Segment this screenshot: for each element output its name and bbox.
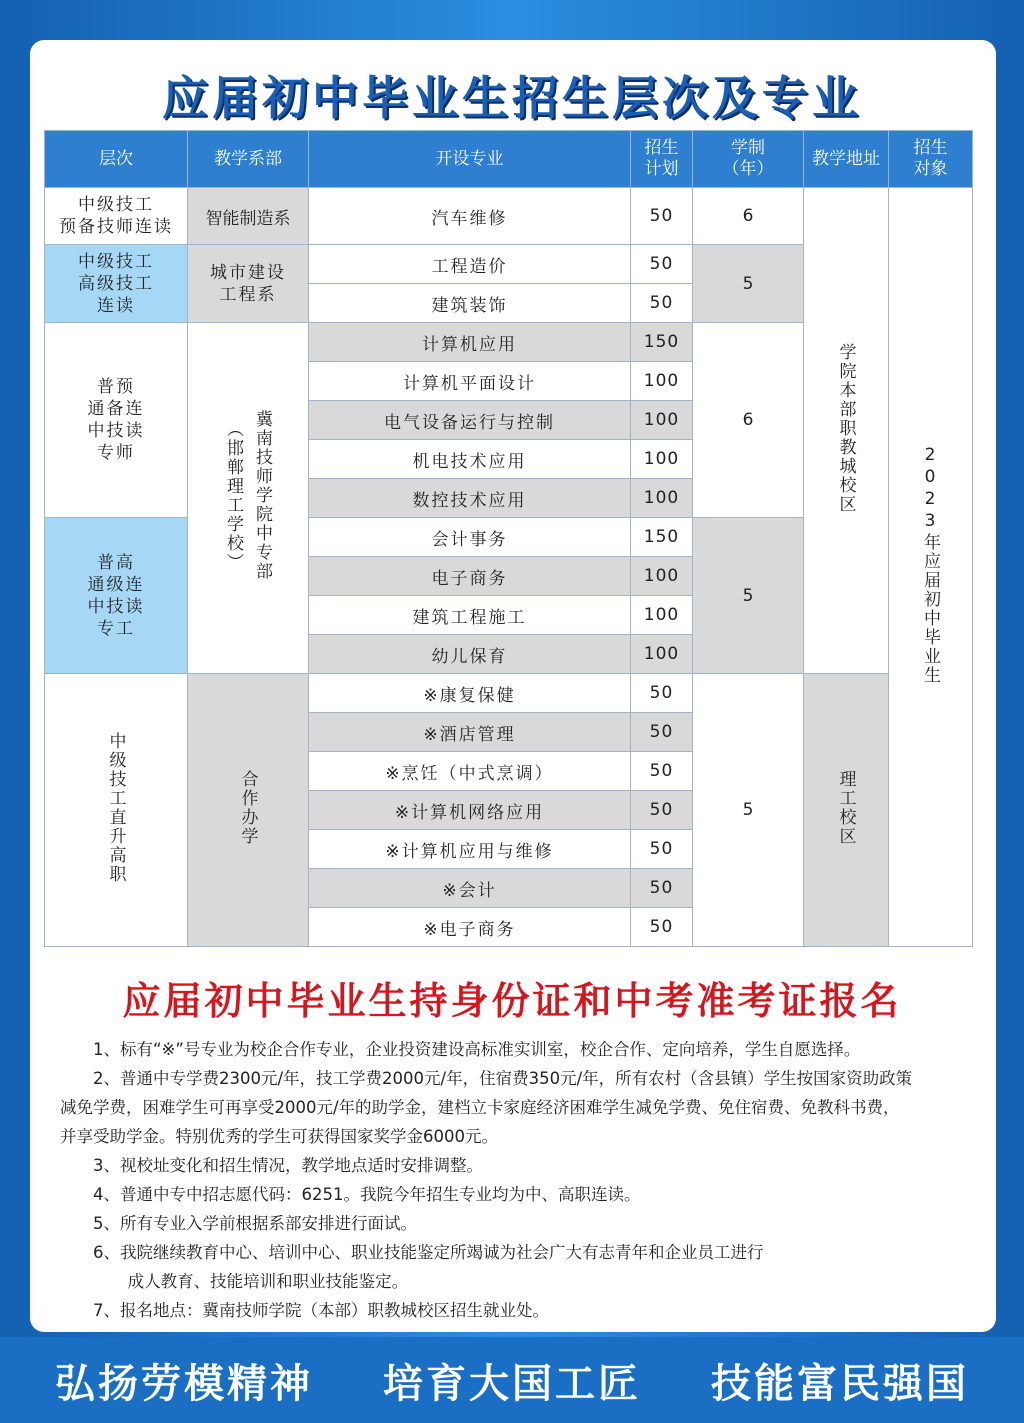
major-cell: ※计算机网络应用 bbox=[309, 791, 631, 830]
dept-cell: 智能制造系 bbox=[188, 188, 309, 245]
major-cell: ※康复保健 bbox=[309, 674, 631, 713]
level-cell: 中级技工 预备技师连读 bbox=[45, 188, 188, 245]
level-cell: 中级技工直升高职 bbox=[45, 674, 188, 947]
plan-cell: 100 bbox=[631, 557, 693, 596]
level-cell: 普高 通级连 中技读 专工 bbox=[45, 518, 188, 674]
major-cell: ※电子商务 bbox=[309, 908, 631, 947]
years-cell: 6 bbox=[693, 323, 804, 518]
major-cell: 建筑工程施工 bbox=[309, 596, 631, 635]
note-3: 3、视校址变化和招生情况，教学地点适时安排调整。 bbox=[93, 1156, 483, 1175]
slogan-banner bbox=[0, 1337, 1024, 1423]
plan-cell: 50 bbox=[631, 908, 693, 947]
note-7: 7、报名地点：冀南技师学院（本部）职教城校区招生就业处。 bbox=[93, 1301, 549, 1320]
plan-cell: 100 bbox=[631, 596, 693, 635]
note-4: 4、普通中专中招志愿代码：6251。我院今年招生专业均为中、高职连读。 bbox=[93, 1185, 641, 1204]
plan-cell: 50 bbox=[631, 791, 693, 830]
major-cell: 工程造价 bbox=[309, 245, 631, 284]
plan-cell: 50 bbox=[631, 752, 693, 791]
note-5: 5、所有专业入学前根据系部安排进行面试。 bbox=[93, 1214, 417, 1233]
dept-cell: 冀南技师学院中专部 （邯郸理工学校） bbox=[188, 323, 309, 674]
years-cell: 5 bbox=[693, 245, 804, 323]
major-cell: 计算机平面设计 bbox=[309, 362, 631, 401]
years-cell: 6 bbox=[693, 188, 804, 245]
major-cell: ※烹饪（中式烹调） bbox=[309, 752, 631, 791]
table-header-row bbox=[45, 131, 973, 188]
slogan-2: 培育大国工匠 bbox=[383, 1360, 641, 1407]
header-dept: 教学系部 bbox=[188, 131, 309, 188]
plan-cell: 100 bbox=[631, 440, 693, 479]
table-row bbox=[45, 674, 973, 713]
major-cell: 机电技术应用 bbox=[309, 440, 631, 479]
registration-notice: 应届初中毕业生持身份证和中考准考证报名 bbox=[122, 979, 902, 1023]
major-cell: ※计算机应用与维修 bbox=[309, 830, 631, 869]
slogan-1: 弘扬劳模精神 bbox=[55, 1360, 313, 1407]
plan-cell: 50 bbox=[631, 869, 693, 908]
plan-cell: 50 bbox=[631, 284, 693, 323]
dept-cell: 城市建设 工程系 bbox=[188, 245, 309, 323]
years-cell: 5 bbox=[693, 674, 804, 947]
plan-cell: 150 bbox=[631, 518, 693, 557]
note-6: 6、我院继续教育中心、培训中心、职业技能鉴定所竭诚为社会广大有志青年和企业员工进行 bbox=[93, 1243, 764, 1262]
note-2-cont: 并享受助学金。特别优秀的学生可获得国家奖学金6000元。 bbox=[60, 1127, 498, 1146]
address-cell: 理工校区 bbox=[804, 674, 889, 947]
header-plan: 招生 计划 bbox=[631, 131, 693, 188]
level-cell: 中级技工 高级技工 连读 bbox=[45, 245, 188, 323]
major-cell: 幼儿保育 bbox=[309, 635, 631, 674]
major-cell: 数控技术应用 bbox=[309, 479, 631, 518]
page-title: 应届初中毕业生招生层次及专业 bbox=[162, 71, 862, 125]
header-target: 招生 对象 bbox=[889, 131, 973, 188]
major-cell: 汽车维修 bbox=[309, 188, 631, 245]
plan-cell: 150 bbox=[631, 323, 693, 362]
major-cell: 电气设备运行与控制 bbox=[309, 401, 631, 440]
dept-cell: 合作办学 bbox=[188, 674, 309, 947]
major-cell: 计算机应用 bbox=[309, 323, 631, 362]
note-1: 1、标有“※”号专业为校企合作专业，企业投资建设高标准实训室，校企合作、定向培养，学生自愿选择。 bbox=[93, 1040, 861, 1059]
years-cell: 5 bbox=[693, 518, 804, 674]
major-cell: 建筑装饰 bbox=[309, 284, 631, 323]
target-cell: 2023年应届初中毕业生 bbox=[889, 188, 973, 947]
major-cell: 会计事务 bbox=[309, 518, 631, 557]
plan-cell: 50 bbox=[631, 830, 693, 869]
address-cell: 学院本部职教城校区 bbox=[804, 188, 889, 674]
plan-cell: 50 bbox=[631, 674, 693, 713]
plan-cell: 50 bbox=[631, 245, 693, 284]
header-address: 教学地址 bbox=[804, 131, 889, 188]
plan-cell: 50 bbox=[631, 188, 693, 245]
plan-cell: 100 bbox=[631, 635, 693, 674]
plan-cell: 100 bbox=[631, 362, 693, 401]
note-2: 2、普通中专学费2300元/年，技工学费2000元/年，住宿费350元/年，所有农村（含县镇）学生按国家资助政策 bbox=[93, 1069, 913, 1088]
plan-cell: 50 bbox=[631, 713, 693, 752]
header-years: 学制 （年） bbox=[693, 131, 804, 188]
enrollment-table bbox=[44, 130, 973, 947]
table-row bbox=[45, 188, 973, 245]
note-6-cont: 成人教育、技能培训和职业技能鉴定。 bbox=[127, 1272, 409, 1291]
header-level: 层次 bbox=[45, 131, 188, 188]
level-cell: 普预 通备连 中技读 专师 bbox=[45, 323, 188, 518]
major-cell: 电子商务 bbox=[309, 557, 631, 596]
note-2-cont: 减免学费，困难学生可再享受2000元/年的助学金，建档立卡家庭经济困难学生减免学费、免住宿费、免教科书费， bbox=[60, 1098, 900, 1117]
plan-cell: 100 bbox=[631, 401, 693, 440]
header-major: 开设专业 bbox=[309, 131, 631, 188]
notes-section bbox=[60, 1035, 970, 1325]
slogan-3: 技能富民强国 bbox=[711, 1360, 969, 1407]
major-cell: ※会计 bbox=[309, 869, 631, 908]
major-cell: ※酒店管理 bbox=[309, 713, 631, 752]
plan-cell: 100 bbox=[631, 479, 693, 518]
